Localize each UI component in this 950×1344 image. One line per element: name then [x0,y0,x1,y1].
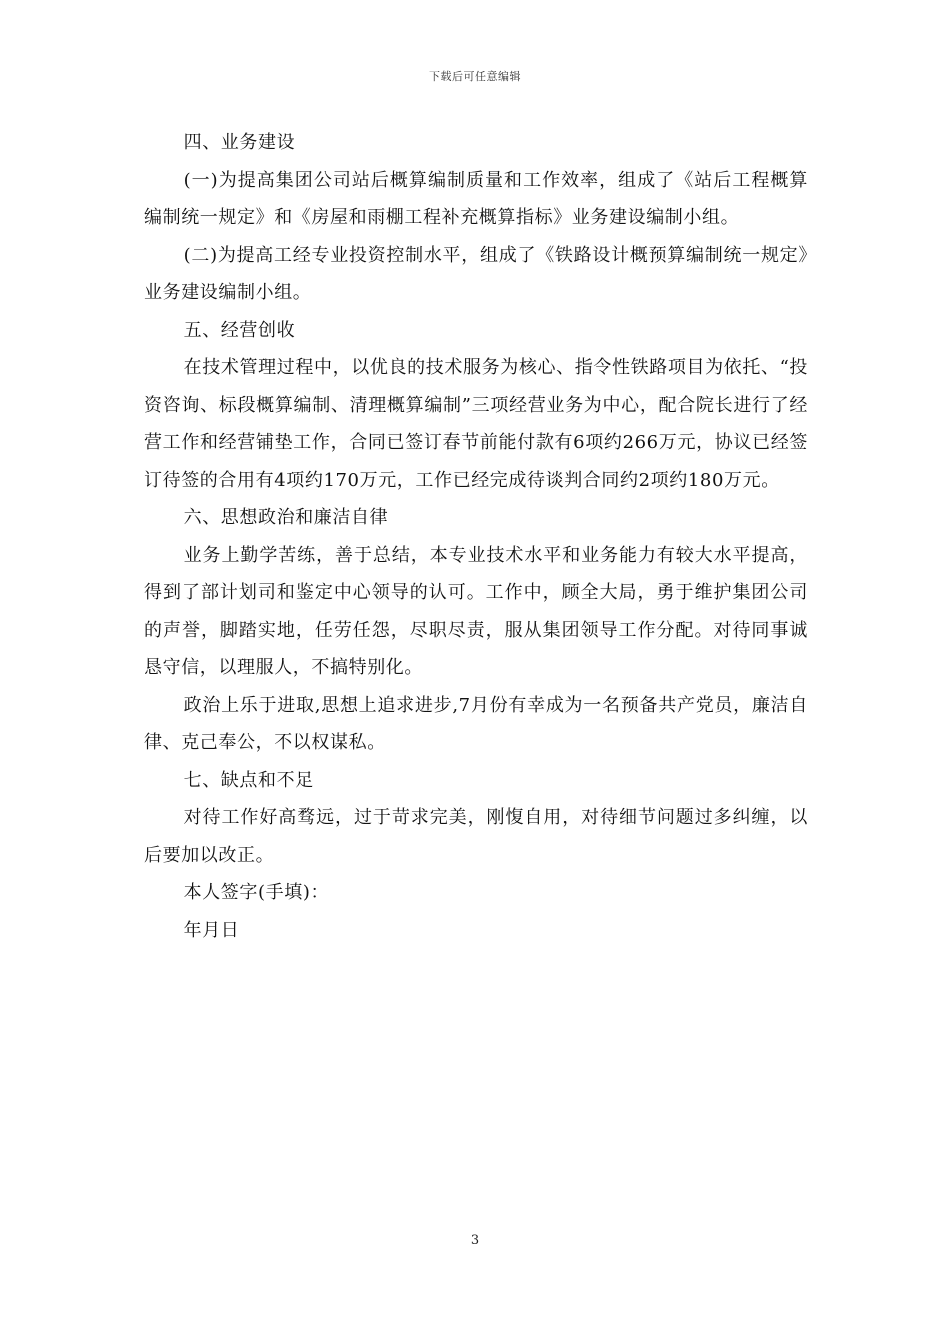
section-heading-revenue: 五、经营创收 [183,319,296,341]
page-number: 3 [470,1233,480,1248]
header-note: 下载后可任意编辑 [429,70,521,83]
paragraph: (二)为提高工经专业投资控制水平，组成了《铁路设计概预算编制统一规定》业务建设编制小组。 [144,244,808,303]
paragraph: 政治上乐于进取,思想上追求进步,7月份有幸成为一名预备共产党员，廉洁自律、克己奉公，不以权谋私。 [144,694,808,753]
signature-line: 本人签字(手填)： [183,882,330,903]
document-body [144,124,808,949]
paragraph: 在技术管理过程中，以优良的技术服务为核心、指令性铁路项目为依托、“投资咨询、标段概算编制、清理概算编制”三项经营业务为中心，配合院长进行了经营工作和经营铺垫工作，合同已签订春节前能付款有6项约266万元，协议已经签订待签的合用有4项约170万元，工作已经完成待谈判合同约2项约180万元。 [144,357,808,491]
paragraph: 业务上勤学苦练，善于总结，本专业技术水平和业务能力有较大水平提高，得到了部计划司和鉴定中心领导的认可。工作中，顾全大局，勇于维护集团公司的声誉，脚踏实地，任劳任怨，尽职尽责，服从集团领导工作分配。对待同事诚恳守信，以理服人，不搞特别化。 [144,544,808,678]
date-line: 年月日 [183,919,240,941]
section-heading-shortcomings: 七、缺点和不足 [183,769,314,791]
paragraph: (一)为提高集团公司站后概算编制质量和工作效率，组成了《站后工程概算编制统一规定》和《房屋和雨棚工程补充概算指标》业务建设编制小组。 [144,169,808,228]
section-heading-business: 四、业务建设 [183,132,296,153]
section-heading-politics: 六、思想政治和廉洁自律 [183,507,389,528]
paragraph: 对待工作好高骛远，过于苛求完美，刚愎自用，对待细节问题过多纠缠，以后要加以改正。 [144,807,808,866]
